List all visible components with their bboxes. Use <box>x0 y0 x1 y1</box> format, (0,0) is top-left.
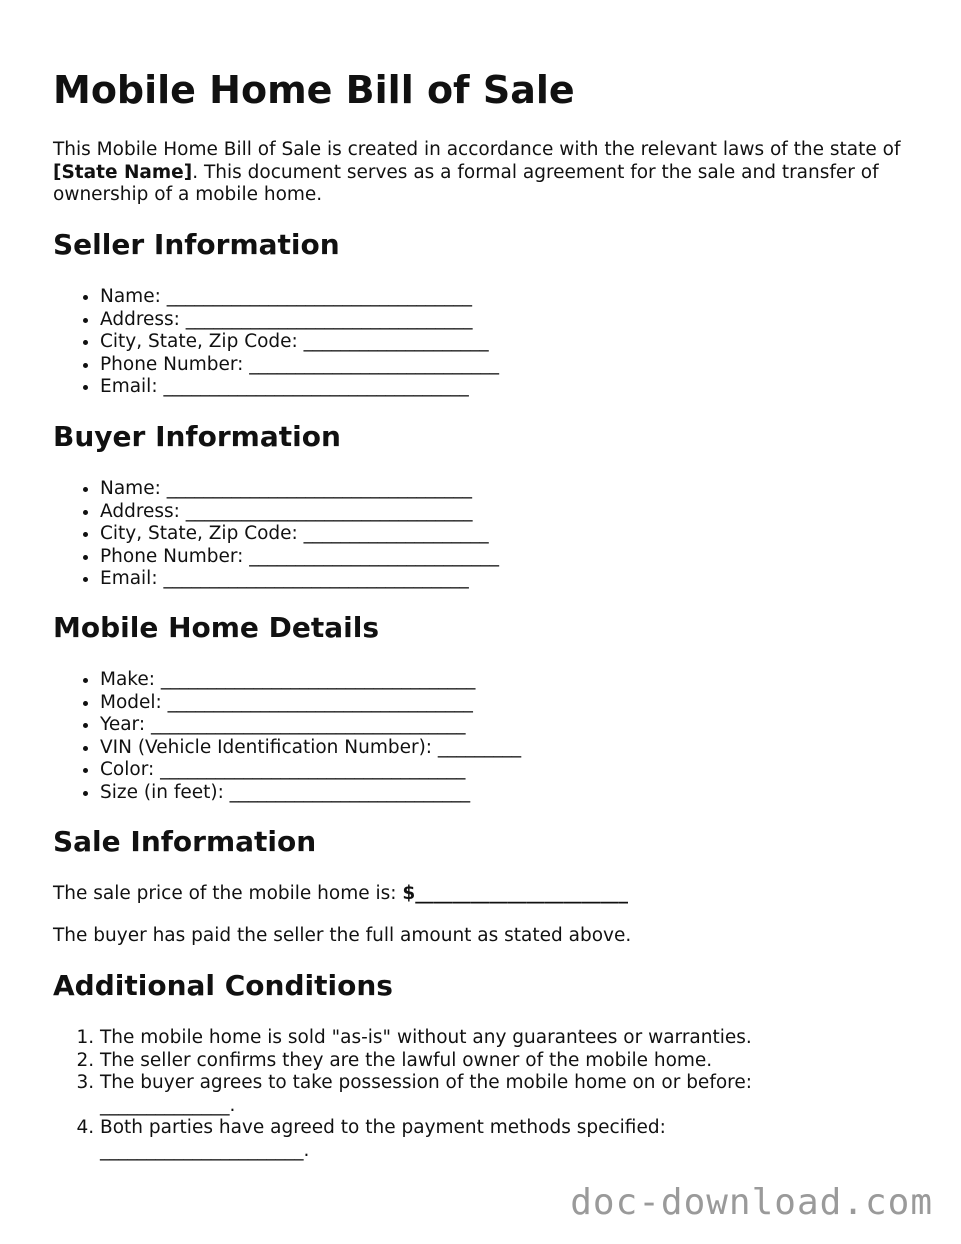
seller-city-state-zip-field: • City, State, Zip Code: ____________________ <box>100 331 860 354</box>
paid-statement: The buyer has paid the seller the full amount as stated above. <box>53 925 632 946</box>
seller-list <box>53 286 860 399</box>
conditions-heading: Additional Conditions <box>53 969 393 1002</box>
condition-item: 1. The mobile home is sold "as-is" without any guarantees or warranties. <box>100 1027 820 1050</box>
intro-text-start: This Mobile Home Bill of Sale is created in accordance with the relevant laws of the state of <box>53 139 901 160</box>
sale-heading: Sale Information <box>53 825 317 858</box>
intro-text-end: . This document serves as a formal agreement for the sale and transfer of ownership of a mobile home. <box>53 161 879 205</box>
condition-item: 3. The buyer agrees to take possession of the mobile home on or before: ______________. <box>100 1072 820 1117</box>
seller-phone-field: • Phone Number: ___________________________ <box>100 354 860 377</box>
year-field: • Year: __________________________________ <box>100 714 860 737</box>
size-field: • Size (in feet): __________________________ <box>100 782 860 805</box>
buyer-name-field: • Name: _________________________________ <box>100 478 860 501</box>
model-field: • Model: _________________________________ <box>100 692 860 715</box>
buyer-phone-field: • Phone Number: ___________________________ <box>100 546 860 569</box>
buyer-heading: Buyer Information <box>53 420 341 453</box>
color-field: • Color: _________________________________ <box>100 759 860 782</box>
seller-email-field: • Email: _________________________________ <box>100 376 860 399</box>
details-heading: Mobile Home Details <box>53 611 380 644</box>
conditions-list <box>53 1027 820 1162</box>
sale-price-label: The sale price of the mobile home is: <box>53 883 403 904</box>
buyer-email-field: • Email: _________________________________ <box>100 568 860 591</box>
details-list <box>53 669 860 804</box>
sale-price-line <box>53 883 628 906</box>
seller-heading: Seller Information <box>53 228 340 261</box>
condition-item: 2. The seller confirms they are the lawful owner of the mobile home. <box>100 1050 820 1073</box>
watermark: doc-download.com <box>570 1182 933 1223</box>
condition-item: 4. Both parties have agreed to the payment methods specified: ______________________. <box>100 1117 820 1162</box>
buyer-address-field: • Address: _______________________________ <box>100 501 860 524</box>
state-name-placeholder: [State Name] <box>53 161 193 183</box>
make-field: • Make: __________________________________ <box>100 669 860 692</box>
seller-address-field: • Address: _______________________________ <box>100 309 860 332</box>
seller-name-field: • Name: _________________________________ <box>100 286 860 309</box>
intro-paragraph <box>53 139 913 207</box>
document-title: Mobile Home Bill of Sale <box>53 68 575 112</box>
buyer-city-state-zip-field: • City, State, Zip Code: ____________________ <box>100 523 860 546</box>
sale-price-value: $_______________________ <box>402 883 629 904</box>
vin-field: • VIN (Vehicle Identification Number): _________ <box>100 737 860 760</box>
buyer-list <box>53 478 860 591</box>
